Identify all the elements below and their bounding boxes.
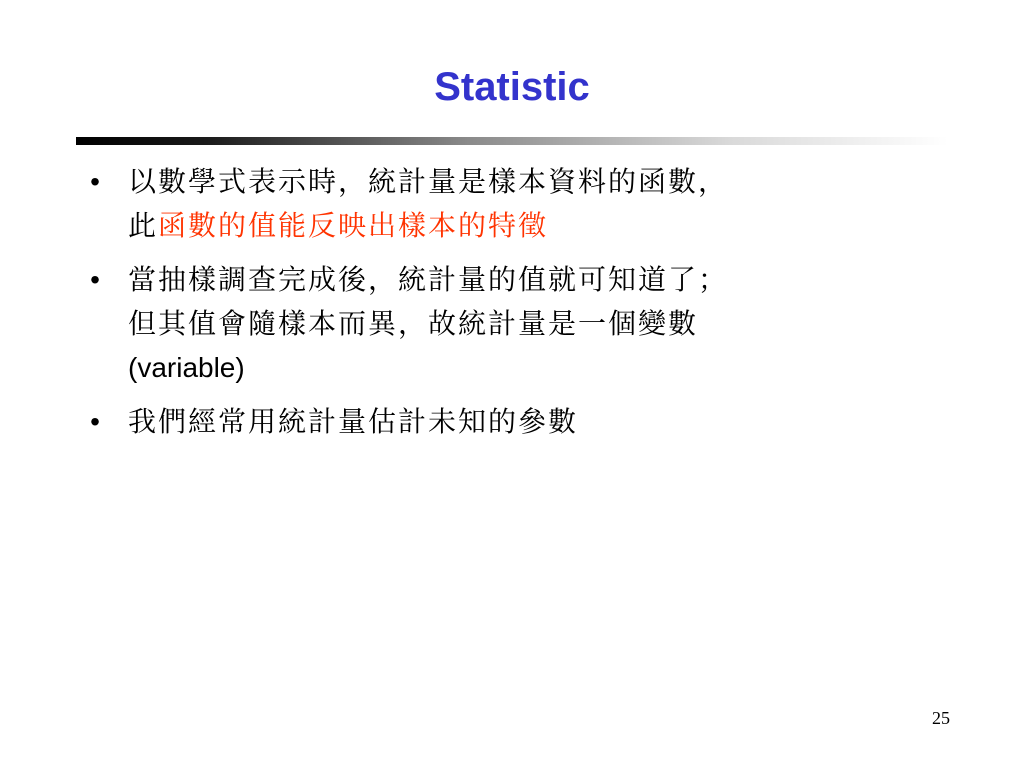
- bullet-item-1: [84, 160, 944, 248]
- bullet-2-line-2: 但其值會隨樣本而異，故統計量是一個變數: [128, 307, 699, 340]
- slide-title: Statistic: [434, 65, 590, 109]
- bullet-3-line-1: 我們經常用統計量估計未知的參數: [128, 405, 579, 438]
- page-number: 25: [932, 708, 950, 728]
- bullet-item-3: [84, 400, 944, 444]
- bullet-1-line-1: 以數學式表示時，統計量是樣本資料的函數，: [128, 165, 729, 198]
- bullet-2-line-3: (variable): [128, 352, 245, 383]
- bullet-2-line-1: 當抽樣調查完成後，統計量的值就可知道了；: [128, 263, 729, 296]
- title-divider: [76, 137, 948, 145]
- bullet-icon: •: [90, 166, 102, 197]
- bullet-1-line-2: [128, 204, 944, 248]
- bullet-list: [84, 160, 944, 454]
- bullet-icon: •: [90, 406, 102, 437]
- bullet-1-line-2-prefix: 此: [128, 209, 159, 242]
- bullet-item-2: [84, 258, 944, 390]
- bullet-icon: •: [90, 264, 102, 295]
- bullet-1-highlight: 函數的值能反映出樣本的特徵: [158, 209, 549, 242]
